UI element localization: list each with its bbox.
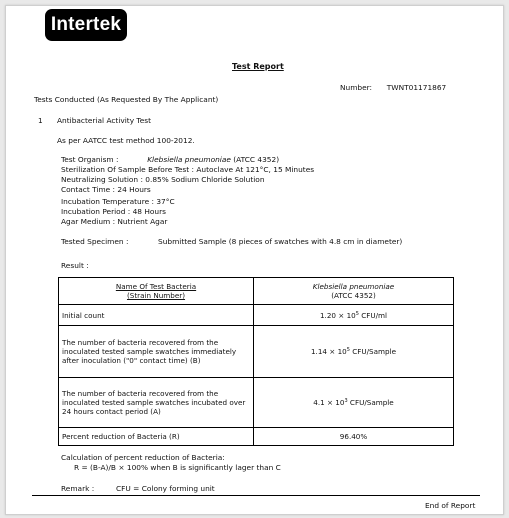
row-label-line: The number of bacteria recovered from the [62,389,219,398]
neutralizing-solution: Neutralizing Solution : 0.85% Sodium Chloride Solution [61,175,265,184]
end-of-report: End of Report [425,501,476,510]
tested-specimen-value: Submitted Sample (8 pieces of swatches with 4.8 cm in diameter) [158,237,403,246]
row-value [254,428,454,446]
header-col1-line1: Name Of Test Bacteria [115,282,197,291]
report-title: Test Report [232,62,284,71]
table-row [59,305,454,326]
value-unit: CFU/Sample [347,398,394,407]
contact-time: Contact Time : 24 Hours [61,185,151,194]
row-label-line: inoculated tested sample swatches incubated over [62,398,246,407]
value-exponent: 5 [346,347,350,353]
row-label [59,428,254,446]
remark-label: Remark : [61,484,95,493]
row-value [254,326,454,378]
row-label-line: inoculated tested sample swatches immediately [62,347,237,356]
bottom-rule [32,495,480,496]
value-base: 1.20 × 10 [319,310,356,320]
calculation-label: Calculation of percent reduction of Bacteria: [61,453,225,462]
table-header-row [59,278,454,305]
header-col1-line2: (Strain Number) [126,291,186,300]
section-number: 1 [38,116,43,125]
incubation-temperature: Incubation Temperature : 37°C [61,197,175,206]
header-col2-line1: Klebsiella pneumoniae [312,282,395,291]
report-number-label: Number: [340,83,373,92]
header-bacteria-name [59,278,254,305]
table-row [59,428,454,446]
results-table [58,277,454,446]
result-label: Result : [61,261,89,270]
row-label [59,326,254,378]
row-label [59,378,254,428]
test-organism-strain: (ATCC 4352) [233,155,280,164]
report-number [340,83,446,92]
row-value [254,378,454,428]
value-exponent: 3 [344,398,348,404]
value-base: 4.1 × 10 [313,398,345,407]
value-base: 96.40% [339,432,368,441]
test-organism-name: Klebsiella pneumoniae [147,155,231,164]
calculation-formula: R = (B-A)/B × 100% when B is significantly lager than C [74,463,281,472]
tests-conducted: Tests Conducted (As Requested By The Applicant) [34,95,219,104]
table-row [59,326,454,378]
row-label-line: Initial count [62,310,105,320]
table-row [59,378,454,428]
row-label-line: 24 hours contact period (A) [62,407,161,416]
row-label-line: Percent reduction of Bacteria (R) [62,432,180,441]
intertek-logo: Intertek [45,9,127,41]
report-number-value: TWNT01171867 [386,83,447,92]
test-organism [61,155,279,164]
value-unit: CFU/Sample [349,347,396,356]
value-unit: CFU/ml [358,310,388,320]
value-base: 1.14 × 10 [310,347,347,356]
test-method: As per AATCC test method 100-2012. [57,136,195,145]
header-strain [254,278,454,305]
incubation-period: Incubation Period : 48 Hours [61,207,166,216]
row-value [254,305,454,326]
row-label-line: after inoculation ("0" contact time) (B) [62,356,201,365]
header-col2-line2: (ATCC 4352) [331,291,376,300]
value-exponent: 5 [355,310,359,317]
sterilization-condition: Sterilization Of Sample Before Test : Autoclave At 121°C, 15 Minutes [61,165,315,174]
tested-specimen-label: Tested Specimen : [61,237,129,246]
section-title: Antibacterial Activity Test [57,116,151,125]
row-label [59,305,254,326]
agar-medium: Agar Medium : Nutrient Agar [61,217,168,226]
remark-value: CFU = Colony forming unit [116,484,215,493]
row-label-line: The number of bacteria recovered from the [62,338,219,347]
test-organism-label: Test Organism : [61,155,119,164]
